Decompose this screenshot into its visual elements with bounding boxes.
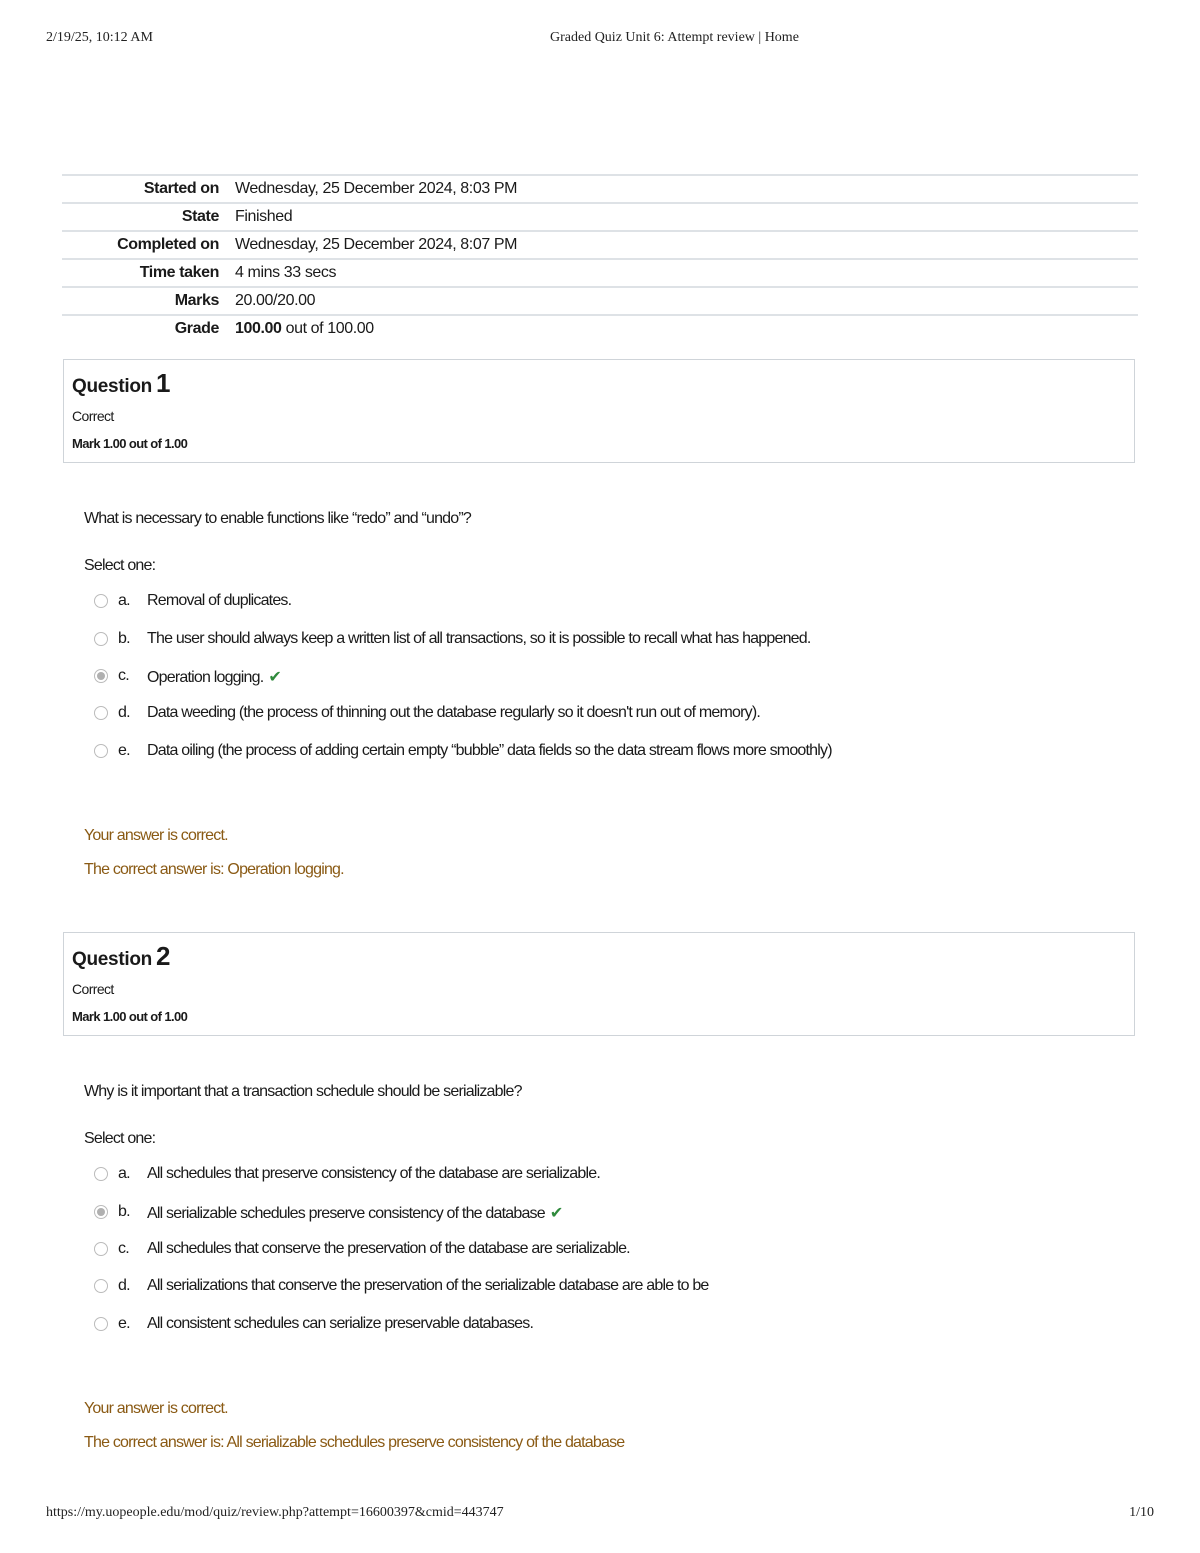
summary-value: Finished: [235, 203, 1138, 231]
option-letter: b.: [118, 1203, 130, 1220]
correct-answer-text: The correct answer is: All serializable schedules preserve consistency of the database: [84, 1434, 625, 1451]
radio-button[interactable]: [94, 744, 108, 758]
question-label: Question: [72, 949, 152, 970]
question-number: 1: [155, 368, 171, 398]
radio-button[interactable]: [94, 594, 108, 608]
option-text: All consistent schedules can serialize preservable databases.: [147, 1315, 534, 1332]
option-text: The user should always keep a written list of all transactions, so it is possible to recall what has happened.: [147, 630, 811, 647]
option-text: All schedules that conserve the preservation of the database are serializable.: [147, 1240, 630, 1257]
question-title: [72, 368, 170, 399]
correct-answer-text: The correct answer is: Operation logging.: [84, 861, 344, 878]
question-info-box: [63, 932, 1135, 1036]
option-letter: a.: [118, 1165, 130, 1182]
summary-value: Wednesday, 25 December 2024, 8:07 PM: [235, 231, 1138, 259]
question-state: Correct: [72, 408, 114, 424]
radio-button[interactable]: [94, 1242, 108, 1256]
select-one-prompt: Select one:: [84, 557, 156, 574]
question-grade: Mark 1.00 out of 1.00: [72, 436, 188, 451]
question-info-box: [63, 359, 1135, 463]
option-text: All serializations that conserve the preservation of the serializable database are able to be: [147, 1277, 709, 1294]
print-page-number: 1/10: [1129, 1505, 1154, 1520]
option-text: All schedules that preserve consistency of the database are serializable.: [147, 1165, 600, 1182]
radio-button-selected[interactable]: [94, 1205, 108, 1219]
option-letter: b.: [118, 630, 130, 647]
summary-row: [62, 259, 1138, 287]
summary-value: Wednesday, 25 December 2024, 8:03 PM: [235, 175, 1138, 203]
summary-row: [62, 231, 1138, 259]
check-icon: ✔: [549, 1205, 563, 1222]
summary-row: [62, 175, 1138, 203]
summary-row: [62, 203, 1138, 231]
select-one-prompt: Select one:: [84, 1130, 156, 1147]
option-letter: d.: [118, 704, 130, 721]
radio-button[interactable]: [94, 1279, 108, 1293]
summary-label: Started on: [62, 175, 235, 203]
feedback-text: Your answer is correct.: [84, 1400, 228, 1417]
question-label: Question: [72, 376, 152, 397]
summary-value: 20.00/20.00: [235, 287, 1138, 315]
grade-value: 100.00: [235, 320, 282, 337]
radio-button[interactable]: [94, 706, 108, 720]
attempt-summary-table: [62, 174, 1138, 342]
option-text-wrap: [147, 667, 281, 687]
summary-label: State: [62, 203, 235, 231]
print-datetime: 2/19/25, 10:12 AM: [46, 30, 153, 45]
question-grade: Mark 1.00 out of 1.00: [72, 1009, 188, 1024]
radio-button[interactable]: [94, 632, 108, 646]
grade-out-of: out of 100.00: [281, 320, 374, 337]
option-letter: a.: [118, 592, 130, 609]
question-state: Correct: [72, 981, 114, 997]
option-letter: e.: [118, 742, 130, 759]
print-url: https://my.uopeople.edu/mod/quiz/review.php?attempt=16600397&cmid=443747: [46, 1505, 504, 1520]
summary-row: [62, 315, 1138, 342]
summary-label: Marks: [62, 287, 235, 315]
print-page-title: Graded Quiz Unit 6: Attempt review | Home: [550, 30, 799, 45]
summary-label: Time taken: [62, 259, 235, 287]
summary-row: [62, 287, 1138, 315]
option-letter: d.: [118, 1277, 130, 1294]
option-letter: c.: [118, 1240, 129, 1257]
option-text: Data weeding (the process of thinning out the database regularly so it doesn't run out of memory).: [147, 704, 761, 721]
radio-button[interactable]: [94, 1167, 108, 1181]
question-text: Why is it important that a transaction schedule should be serializable?: [84, 1083, 522, 1100]
option-text: Operation logging.: [147, 669, 264, 686]
option-text: Data oiling (the process of adding certain empty “bubble” data fields so the data stream flows more smoothly): [147, 742, 832, 759]
feedback-text: Your answer is correct.: [84, 827, 228, 844]
summary-label: Completed on: [62, 231, 235, 259]
summary-value: 4 mins 33 secs: [235, 259, 1138, 287]
option-text-wrap: [147, 1203, 562, 1223]
summary-value: [235, 315, 1138, 342]
option-text: All serializable schedules preserve consistency of the database: [147, 1205, 545, 1222]
question-number: 2: [155, 941, 171, 971]
check-icon: ✔: [268, 669, 281, 686]
question-title: [72, 941, 170, 972]
option-letter: c.: [118, 667, 129, 684]
option-text: Removal of duplicates.: [147, 592, 292, 609]
question-text: What is necessary to enable functions like “redo” and “undo”?: [84, 510, 471, 527]
summary-label: Grade: [62, 315, 235, 342]
radio-button[interactable]: [94, 1317, 108, 1331]
option-letter: e.: [118, 1315, 130, 1332]
radio-button-selected[interactable]: [94, 669, 108, 683]
